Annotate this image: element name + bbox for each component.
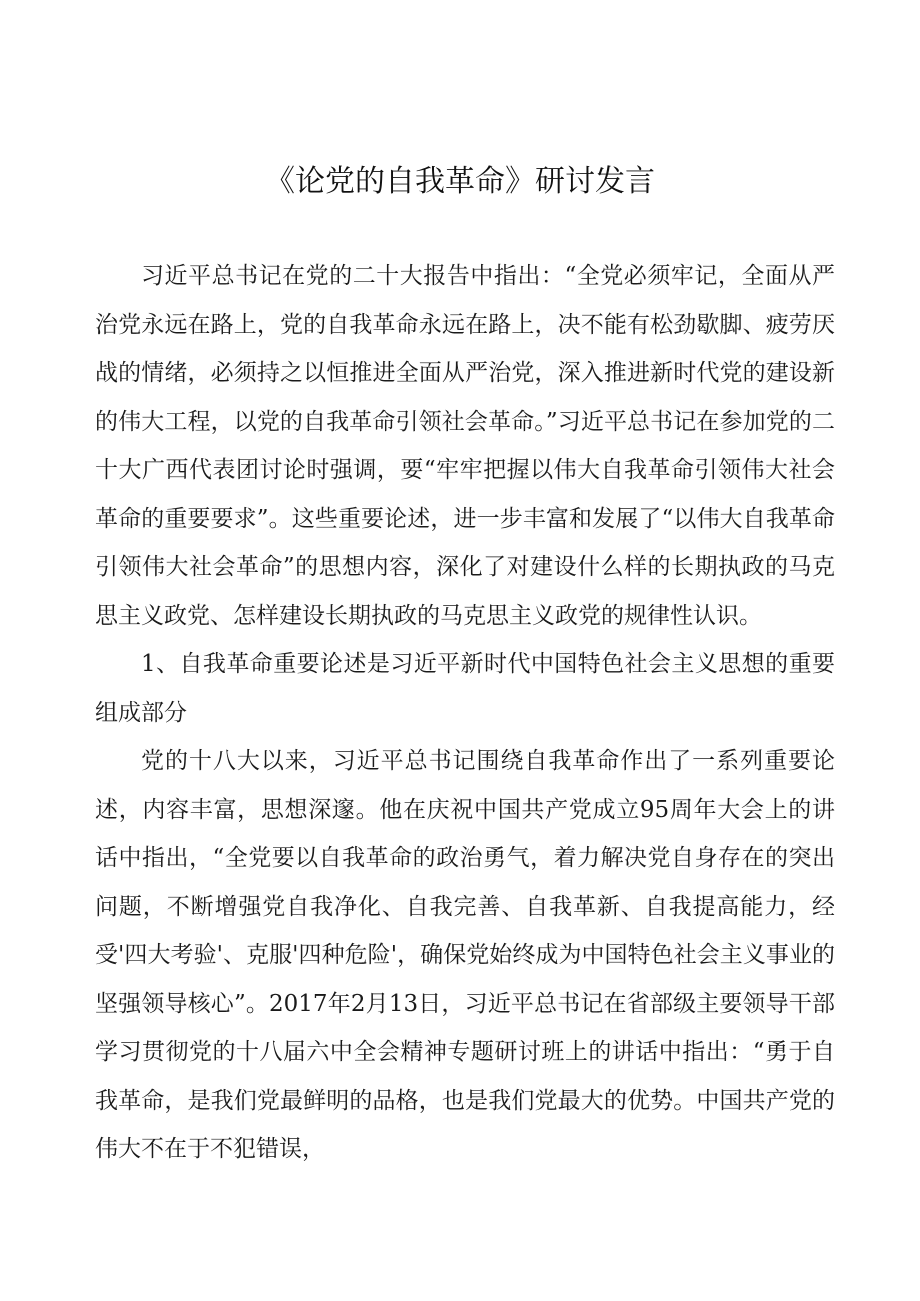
paragraph-section-heading: 1、自我革命重要论述是习近平新时代中国特色社会主义思想的重要组成部分 — [95, 651, 835, 726]
paragraph-intro: 习近平总书记在党的二十大报告中指出：“全党必须牢记，全面从严治党永远在路上，党的自我革命永远在路上，决不能有松劲歇脚、疲劳厌战的情绪，必须持之以恒推进全面从严治党，深入推进新时代党的建设新的伟大工程，以党的自我革命引领社会革命。”习近平总书记在参加党的二十大广西代表团讨论时强调，要“牢牢把握以伟大自我革命引领伟大社会革命的重要要求”。这些重要论述，进一步丰富和发展了“以伟大自我革命引领伟大社会革命”的思想内容，深化了对建设什么样的长期执政的马克思主义政党、怎样建设长期执政的马克思主义政党的规律性认识。 — [95, 263, 835, 629]
document-title: 《论党的自我革命》研讨发言 — [265, 164, 655, 199]
paragraph-discussion: 党的十八大以来，习近平总书记围绕自我革命作出了一系列重要论述，内容丰富，思想深邃。他在庆祝中国共产党成立95周年大会上的讲话中指出，“全党要以自我革命的政治勇气，着力解决党自身存在的突出问题，不断增强党自我净化、自我完善、自我革新、自我提高能力，经受'四大考验'、克服'四种危险'，确保党始终成为中国特色社会主义事业的坚强领导核心”。2017年2月13日，习近平总书记在省部级主要领导干部学习贯彻党的十八届六中全会精神专题研讨班上的讲话中指出：“勇于自我革命，是我们党最鲜明的品格，也是我们党最大的优势。中国共产党的伟大不在于不犯错误， — [95, 748, 835, 1162]
document-body — [95, 252, 835, 1174]
